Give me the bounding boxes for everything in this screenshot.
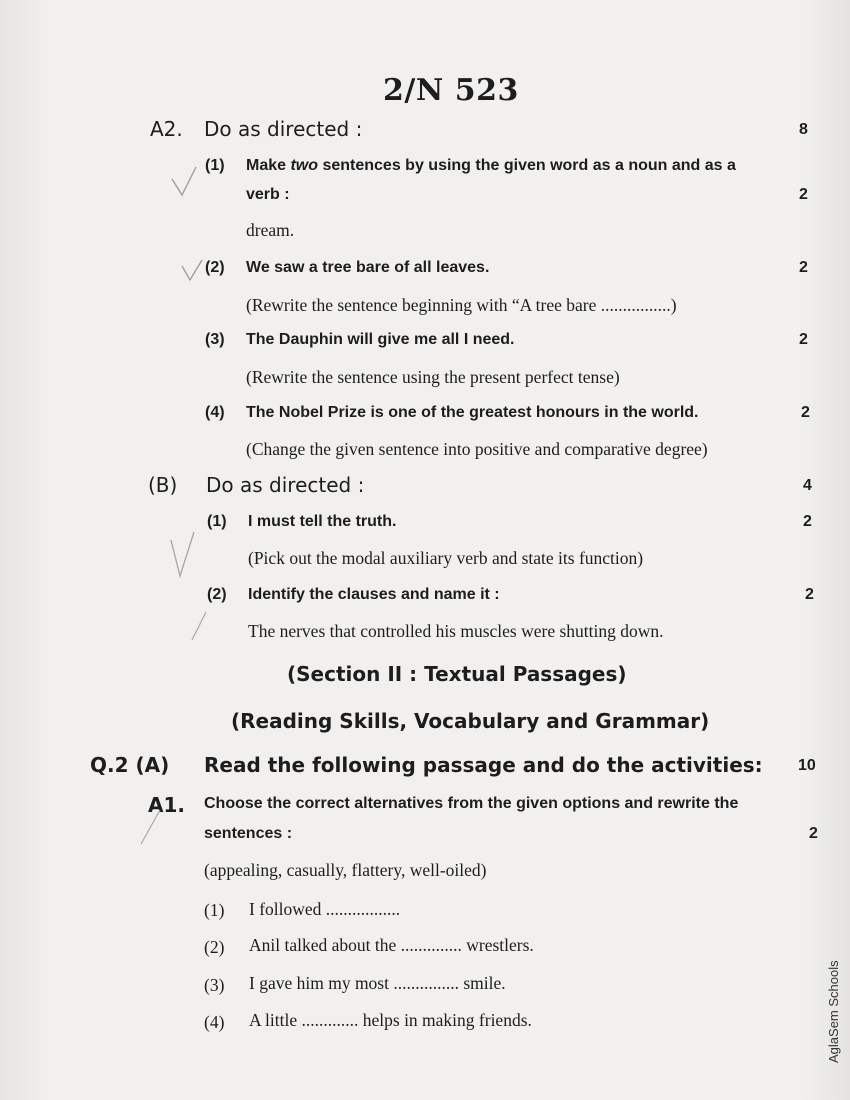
pencil-tick-icon xyxy=(180,258,206,284)
b-item-1-text: I must tell the truth. xyxy=(248,513,397,530)
b-title: Do as directed : xyxy=(206,473,365,497)
a1-item-1-text: I followed ................. xyxy=(249,899,401,919)
a2-item-4-text: The Nobel Prize is one of the greatest honours in the world. xyxy=(246,404,699,421)
b-item-1-marks: 2 xyxy=(803,513,812,530)
section-heading: (Section II : Textual Passages) xyxy=(287,662,627,686)
b-item-2-num: (2) xyxy=(207,586,227,603)
b-item-1-sub: (Pick out the modal auxiliary verb and state its function) xyxy=(248,548,644,568)
a1-item-3-num: (3) xyxy=(204,975,225,995)
q2-marks: 10 xyxy=(798,757,816,774)
pencil-tick-icon xyxy=(190,610,210,646)
a2-item-3-num: (3) xyxy=(205,331,225,348)
b-label: (B) xyxy=(148,473,178,497)
a2-item-3-text: The Dauphin will give me all I need. xyxy=(246,331,515,348)
pencil-tick-icon xyxy=(168,530,198,580)
b-item-2-marks: 2 xyxy=(805,586,814,603)
a2-item-3-sub: (Rewrite the sentence using the present perfect tense) xyxy=(246,367,620,387)
a2-marks: 8 xyxy=(799,121,808,138)
a2-item-2-marks: 2 xyxy=(799,259,808,276)
a1-text: Choose the correct alternatives from the given options and rewrite the xyxy=(204,795,739,812)
a2-item-2-sub: (Rewrite the sentence beginning with “A tree bare ................) xyxy=(246,295,677,315)
a2-item-1-num: (1) xyxy=(205,157,225,174)
a2-item-1-text: Make two sentences by using the given word as a noun and as a xyxy=(246,157,736,174)
b-item-2-sub: The nerves that controlled his muscles were shutting down. xyxy=(248,621,664,641)
a2-item-4-sub: (Change the given sentence into positive and comparative degree) xyxy=(246,439,708,459)
a1-item-2-text: Anil talked about the .............. wrestlers. xyxy=(249,935,534,955)
a1-item-1-num: (1) xyxy=(204,900,225,920)
paper-code: 2/N 523 xyxy=(383,73,519,108)
section-subheading: (Reading Skills, Vocabulary and Grammar) xyxy=(231,709,710,733)
a1-item-4-text: A little ............. helps in making friends. xyxy=(249,1010,532,1030)
a2-item-1-marks: 2 xyxy=(799,186,808,203)
a2-item-3-marks: 2 xyxy=(799,331,808,348)
a1-line2: sentences : xyxy=(204,825,293,842)
a2-item-2-text: We saw a tree bare of all leaves. xyxy=(246,259,490,276)
a1-marks: 2 xyxy=(809,825,818,842)
b-item-1-num: (1) xyxy=(207,513,227,530)
watermark: AglaSem Schools xyxy=(826,960,841,1063)
q2-label: Q.2 (A) xyxy=(90,753,170,777)
a1-item-4-num: (4) xyxy=(204,1012,225,1032)
a2-item-2-num: (2) xyxy=(205,259,225,276)
a2-item-4-num: (4) xyxy=(205,404,225,421)
q2-title: Read the following passage and do the activities: xyxy=(204,753,763,777)
a2-label: A2. xyxy=(150,117,183,141)
a1-item-2-num: (2) xyxy=(204,937,225,957)
a1-item-3-text: I gave him my most ............... smile. xyxy=(249,973,506,993)
pencil-tick-icon xyxy=(138,808,164,848)
a2-item-1-line2: verb : xyxy=(246,186,290,203)
b-marks: 4 xyxy=(803,477,812,494)
a2-title: Do as directed : xyxy=(204,117,363,141)
pencil-tick-icon xyxy=(170,165,200,205)
a1-options: (appealing, casually, flattery, well-oiled) xyxy=(204,860,487,880)
a2-item-4-marks: 2 xyxy=(801,404,810,421)
b-item-2-text: Identify the clauses and name it : xyxy=(248,586,500,603)
a1-label: A1. xyxy=(148,793,185,817)
a2-item-1-sub: dream. xyxy=(246,220,295,240)
